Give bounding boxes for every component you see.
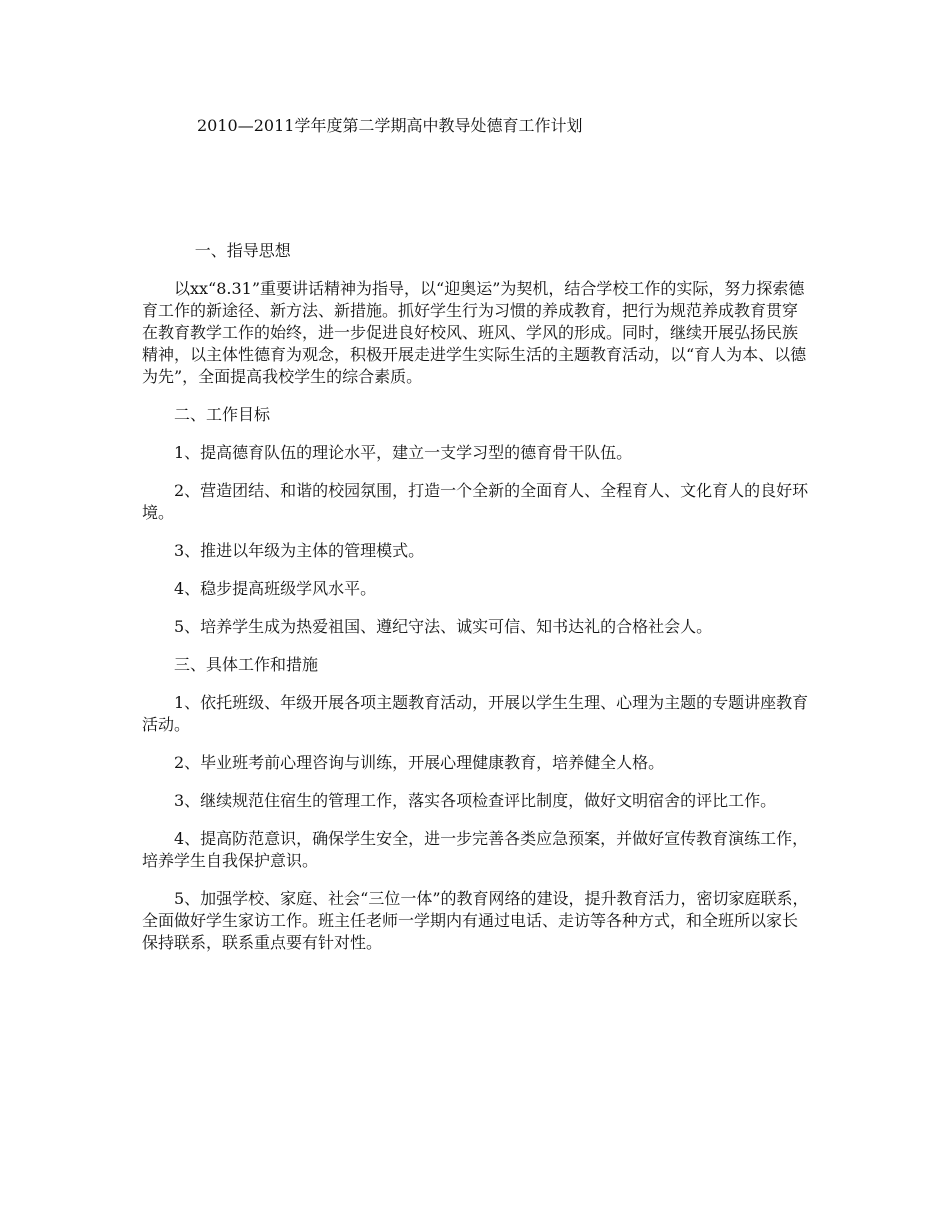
paragraph: 3、推进以年级为主体的管理模式。 [174, 541, 425, 560]
section-heading: 三、具体工作和措施 [174, 655, 319, 674]
document-body [142, 240, 810, 970]
section-heading: 二、工作目标 [174, 405, 271, 424]
paragraph: 5、培养学生成为热爱祖国、遵纪守法、诚实可信、知书达礼的合格社会人。 [174, 617, 713, 636]
paragraph: 4、稳步提高班级学风水平。 [174, 579, 377, 598]
paragraph: 3、继续规范住宿生的管理工作，落实各项检查评比制度，做好文明宿舍的评比工作。 [174, 791, 777, 810]
section-heading: 一、指导思想 [194, 241, 291, 260]
paragraph: 1、提高德育队伍的理论水平，建立一支学习型的德育骨干队伍。 [174, 443, 633, 462]
paragraph: 5、加强学校、家庭、社会“三位一体”的教育网络的建设，提升教育活力，密切家庭联系，全面做好学生家访工作。班主任老师一学期内有通过电话、走访等各种方式，和全班所以家长保持联系，联系重点要有针对性。 [142, 889, 809, 952]
paragraph: 2、营造团结、和谐的校园氛围，打造一个全新的全面育人、全程育人、文化育人的良好环境。 [142, 481, 809, 522]
paragraph: 4、提高防范意识，确保学生安全，进一步完善各类应急预案，并做好宣传教育演练工作，培养学生自我保护意识。 [142, 829, 809, 870]
paragraph: 1、依托班级、年级开展各项主题教育活动，开展以学生生理、心理为主题的专题讲座教育活动。 [142, 693, 809, 734]
paragraph: 2、毕业班考前心理咨询与训练，开展心理健康教育，培养健全人格。 [174, 753, 665, 772]
document-title: 2010—2011学年度第二学期高中教导处德育工作计划 [197, 116, 583, 135]
paragraph: 以xx“8.31”重要讲话精神为指导，以“迎奥运”为契机，结合学校工作的实际，努力探索德育工作的新途径、新方法、新措施。抓好学生行为习惯的养成教育，把行为规范养成教育贯穿在教育教学工作的始终，进一步促进良好校风、班风、学风的形成。同时，继续开展弘扬民族精神，以主体性德育为观念，积极开展走进学生实际生活的主题教育活动，以“育人为本、以德为先”，全面提高我校学生的综合素质。 [142, 279, 807, 386]
